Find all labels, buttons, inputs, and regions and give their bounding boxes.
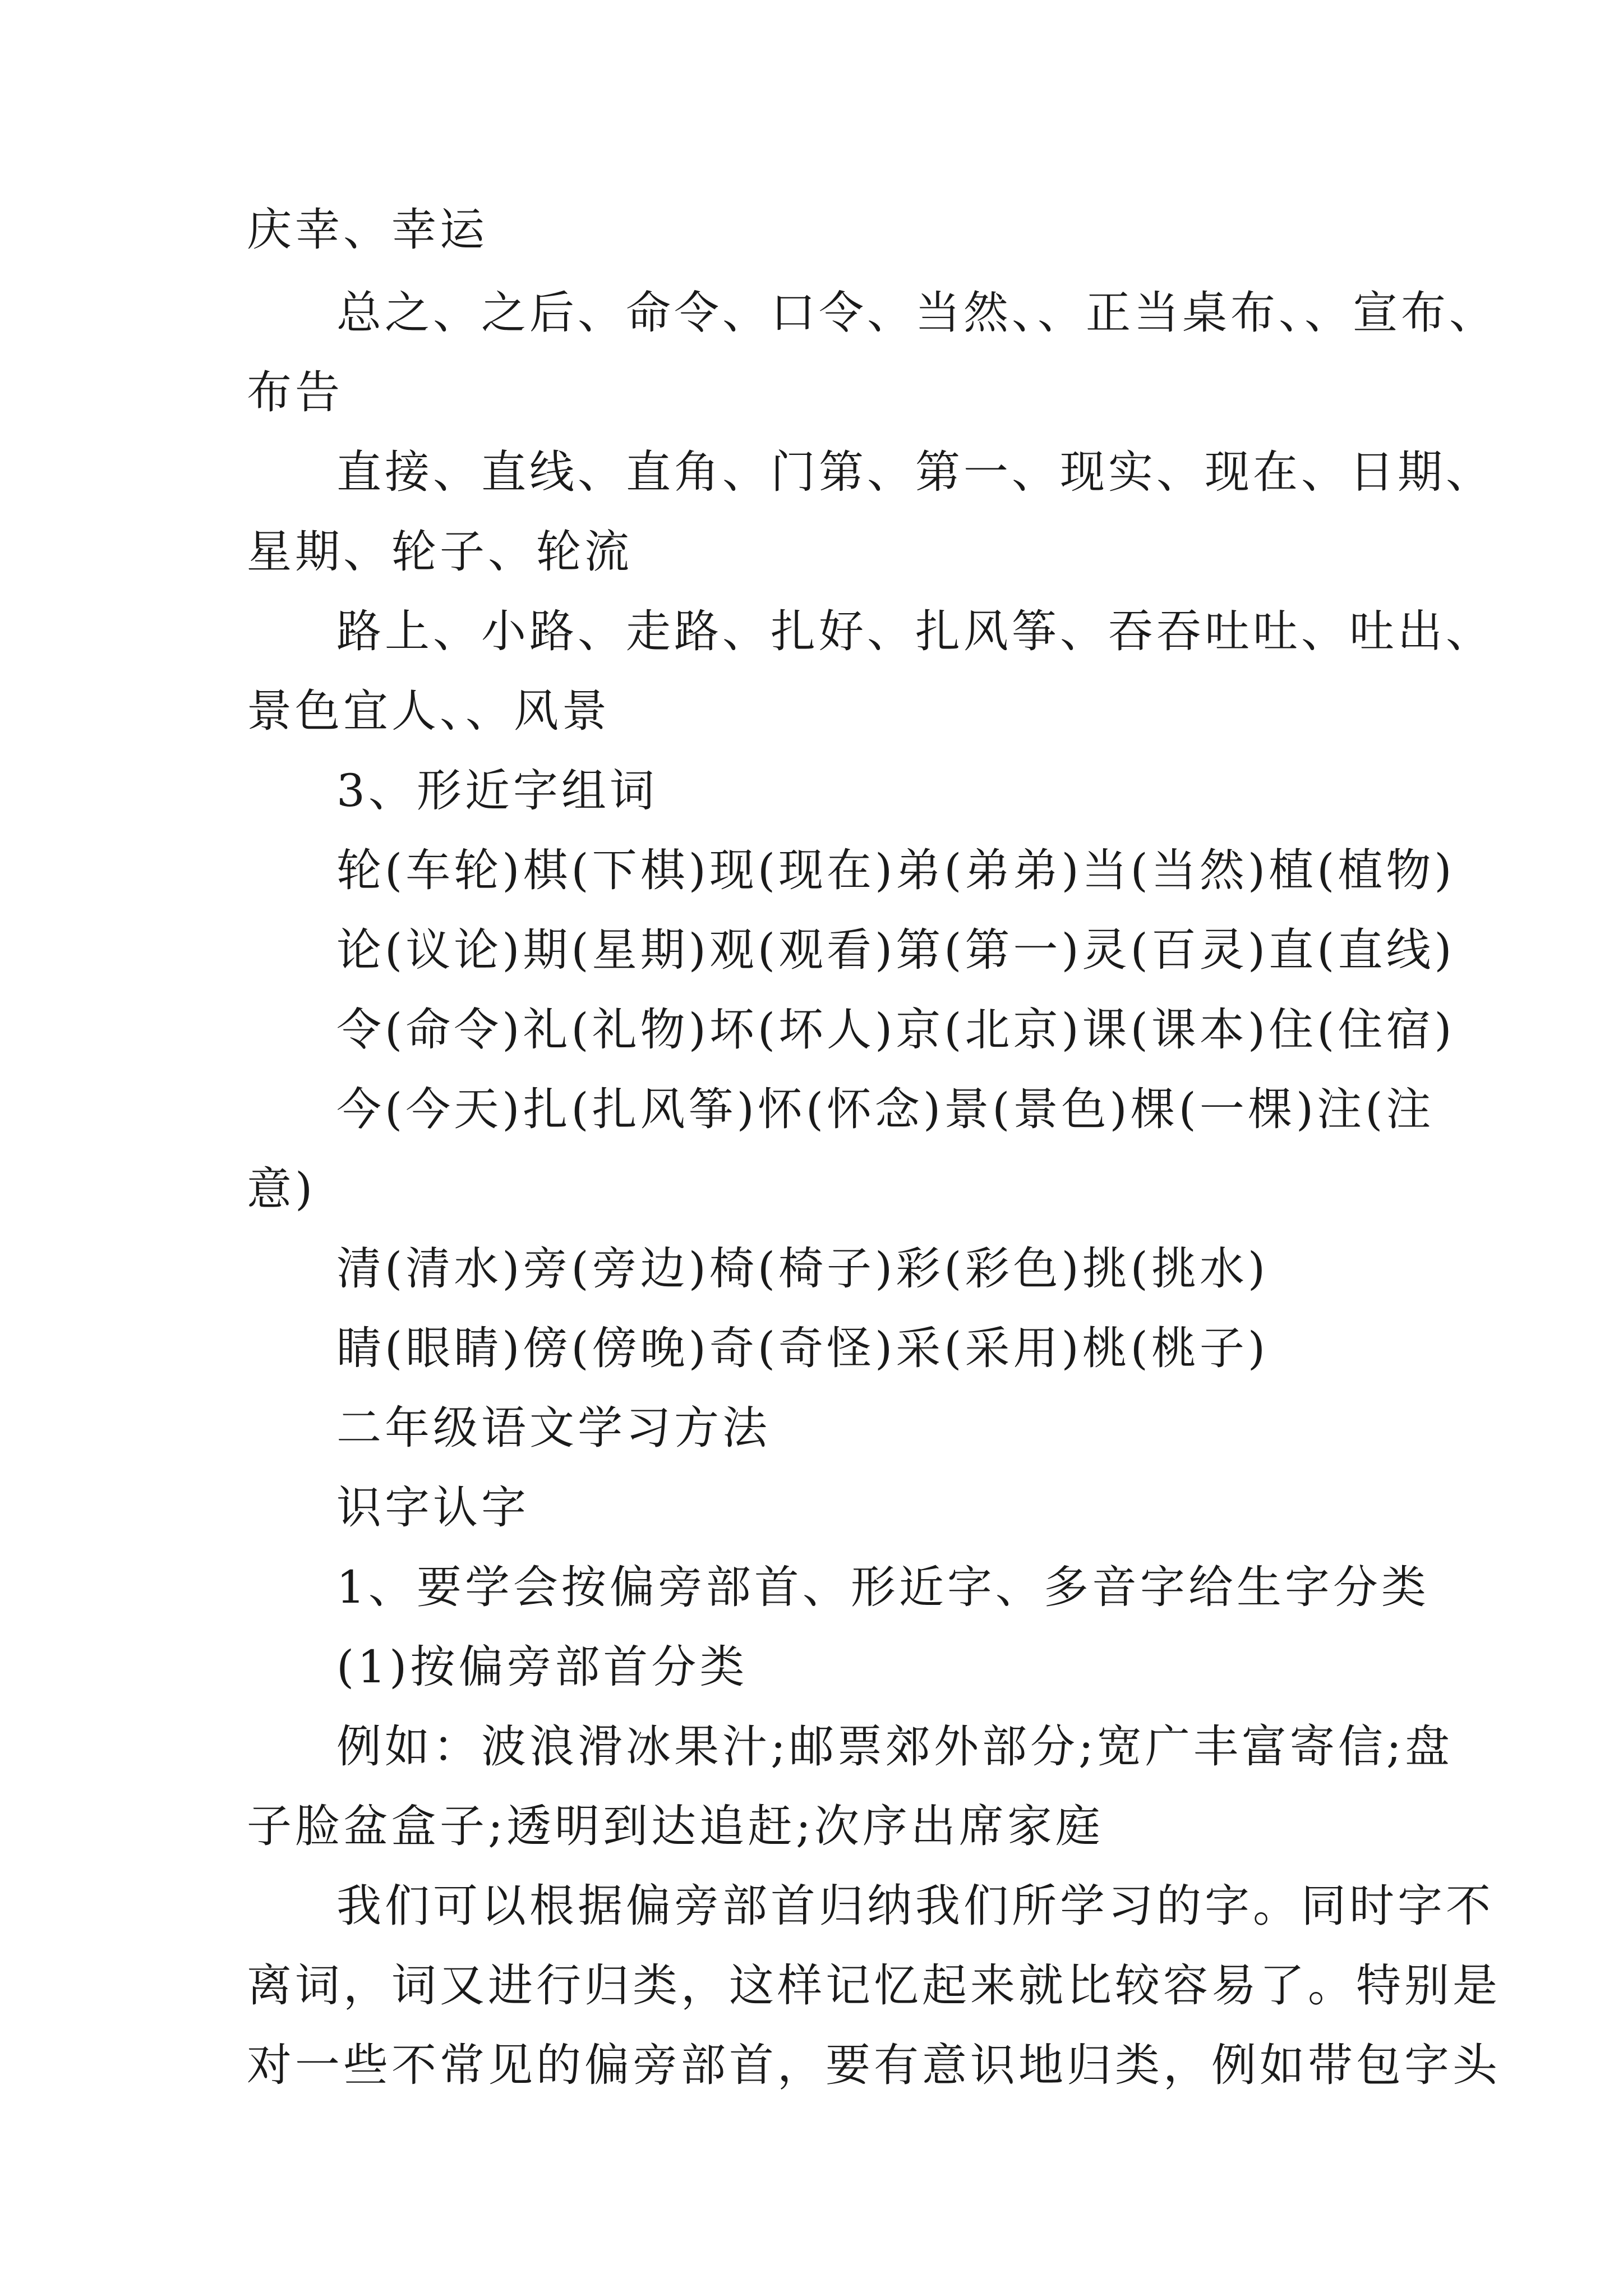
- text-line-13: 意): [247, 1163, 316, 1215]
- text-line-2: 总之、之后、命令、口令、当然、、正当桌布、、宣布、: [336, 287, 1497, 339]
- text-line-21: 子脸盆盒子;透明到达追赶;次序出席家庭: [247, 1800, 1104, 1852]
- text-line-1: 庆幸、幸运: [247, 204, 488, 256]
- text-line-23: 离词，词又进行归类，这样记忆起来就比较容易了。特别是: [247, 1959, 1501, 2012]
- text-line-14: 清(清水)旁(旁边)椅(椅子)彩(彩色)挑(挑水): [336, 1243, 1269, 1295]
- text-line-15: 睛(眼睛)傍(傍晚)奇(奇怪)采(采用)桃(桃子): [336, 1322, 1269, 1374]
- text-line-20: 例如：波浪滑冰果汁;邮票郊外部分;宽广丰富寄信;盘: [336, 1720, 1453, 1773]
- text-line-17: 识字认字: [336, 1481, 529, 1534]
- text-line-5: 星期、轮子、轮流: [247, 526, 633, 578]
- text-line-18: 1、要学会按偏旁部首、形近字、多音字给生字分类: [336, 1561, 1430, 1613]
- text-line-9: 轮(车轮)棋(下棋)现(现在)弟(弟弟)当(当然)植(植物): [336, 844, 1455, 896]
- text-line-22: 我们可以根据偏旁部首归纳我们所学习的字。同时字不: [336, 1880, 1494, 1932]
- text-line-7: 景色宜人、、风景: [247, 685, 610, 737]
- text-line-16: 二年级语文学习方法: [336, 1402, 771, 1454]
- text-line-6: 路上、小路、走路、扎好、扎风筝、吞吞吐吐、吐出、: [336, 605, 1494, 657]
- text-line-11: 令(命令)礼(礼物)坏(坏人)京(北京)课(课本)住(住宿): [336, 1004, 1455, 1056]
- text-line-8: 3、形近字组词: [336, 765, 658, 817]
- text-line-3: 布告: [247, 366, 343, 418]
- text-line-12: 今(今天)扎(扎风筝)怀(怀念)景(景色)棵(一棵)注(注: [336, 1083, 1435, 1135]
- text-line-24: 对一些不常见的偏旁部首，要有意识地归类，例如带包字头: [247, 2039, 1501, 2091]
- text-line-19: (1)按偏旁部首分类: [336, 1641, 748, 1693]
- text-line-10: 论(议论)期(星期)观(观看)第(第一)灵(百灵)直(直线): [336, 924, 1455, 976]
- text-line-4: 直接、直线、直角、门第、第一、现实、现在、日期、: [336, 446, 1494, 498]
